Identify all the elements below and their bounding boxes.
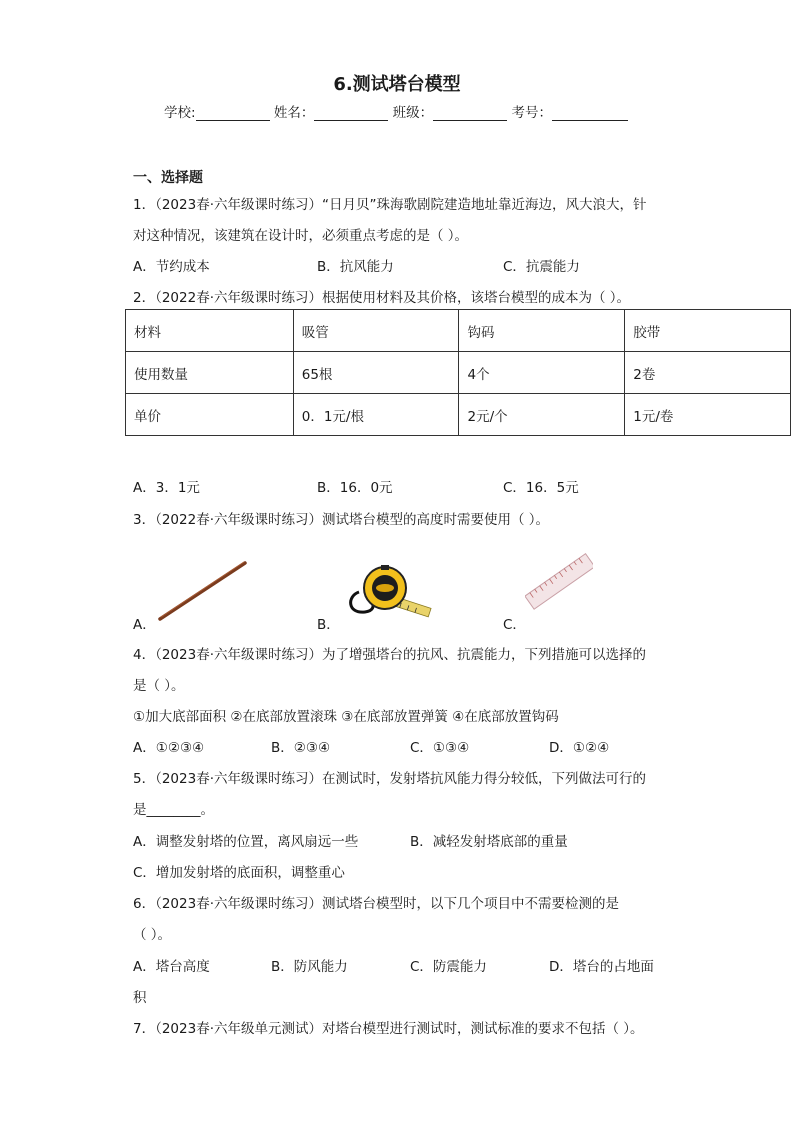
q5-option-b[interactable]: B．减轻发射塔底部的重量 xyxy=(410,834,568,850)
table-cell: 2卷 xyxy=(625,352,791,394)
cost-table xyxy=(125,309,791,436)
q6-stem-line1: 6．（2023春·六年级课时练习）测试塔台模型时，以下几个项目中不需要检测的是 xyxy=(133,896,619,912)
q4-measures: ①加大底部面积 ②在底部放置滚珠 ③在底部放置弹簧 ④在底部放置钩码 xyxy=(133,709,559,725)
school-blank[interactable] xyxy=(196,106,270,121)
table-cell: 胶带 xyxy=(625,310,791,352)
q6-option-d-wrap: 积 xyxy=(133,990,147,1006)
table-cell: 吸管 xyxy=(293,310,459,352)
table-cell: 材料 xyxy=(126,310,294,352)
q6-option-a[interactable]: A．塔台高度 xyxy=(133,959,210,975)
table-cell: 1元/卷 xyxy=(625,394,791,436)
q3-option-c[interactable]: C． xyxy=(503,617,526,633)
table-cell: 0．1元/根 xyxy=(293,394,459,436)
q3-option-b[interactable]: B． xyxy=(317,617,340,633)
table-cell: 4个 xyxy=(459,352,625,394)
q4-option-c[interactable]: C．①③④ xyxy=(410,740,470,756)
table-row xyxy=(126,394,791,436)
q6-option-d[interactable]: D．塔台的占地面 xyxy=(549,959,654,975)
q6-option-b[interactable]: B．防风能力 xyxy=(271,959,348,975)
q5-option-a[interactable]: A．调整发射塔的位置，离风扇远一些 xyxy=(133,834,359,850)
table-row xyxy=(126,352,791,394)
class-label: 班级： xyxy=(392,105,434,121)
q4-stem-line2: 是（ ）。 xyxy=(133,678,185,694)
q4-option-d[interactable]: D．①②④ xyxy=(549,740,610,756)
q1-option-b[interactable]: B．抗风能力 xyxy=(317,259,394,275)
name-blank[interactable] xyxy=(314,106,388,121)
number-blank[interactable] xyxy=(552,106,628,121)
class-blank[interactable] xyxy=(433,106,507,121)
q2-option-a[interactable]: A．3．1元 xyxy=(133,480,200,496)
section-heading: 一、选择题 xyxy=(133,170,203,186)
ruler-icon xyxy=(525,550,593,614)
q4-option-a[interactable]: A．①②③④ xyxy=(133,740,205,756)
name-label: 姓名： xyxy=(273,105,315,121)
q4-option-b[interactable]: B．②③④ xyxy=(271,740,331,756)
table-cell: 2元/个 xyxy=(459,394,625,436)
table-row xyxy=(126,310,791,352)
page-title: 6.测试塔台模型 xyxy=(333,74,461,95)
wooden-stick-icon xyxy=(155,558,251,624)
q1-stem-line1: 1．（2023春·六年级课时练习）“日月贝”珠海歌剧院建造地址靠近海边，风大浪大，针 xyxy=(133,197,647,213)
school-label: 学校: xyxy=(164,105,196,121)
q1-stem-line2: 对这种情况，该建筑在设计时，必须重点考虑的是（ ）。 xyxy=(133,228,469,244)
q6-option-c[interactable]: C．防震能力 xyxy=(410,959,487,975)
q5-option-c[interactable]: C．增加发射塔的底面积，调整重心 xyxy=(133,865,345,881)
q5-stem-line2: 是________。 xyxy=(133,802,214,818)
q6-stem-line2: （ ）。 xyxy=(133,927,172,943)
q1-option-a[interactable]: A．节约成本 xyxy=(133,259,210,275)
table-cell: 单价 xyxy=(126,394,294,436)
table-cell: 钩码 xyxy=(459,310,625,352)
table-cell: 65根 xyxy=(293,352,459,394)
q2-option-c[interactable]: C．16．5元 xyxy=(503,480,579,496)
q2-stem: 2．（2022春·六年级课时练习）根据使用材料及其价格，该塔台模型的成本为（ ）。 xyxy=(133,290,631,306)
q2-option-b[interactable]: B．16．0元 xyxy=(317,480,393,496)
number-label: 考号： xyxy=(511,105,552,121)
q1-option-c[interactable]: C．抗震能力 xyxy=(503,259,580,275)
q5-stem-line1: 5．（2023春·六年级课时练习）在测试时，发射塔抗风能力得分较低，下列做法可行的 xyxy=(133,771,646,787)
q7-stem: 7．（2023春·六年级单元测试）对塔台模型进行测试时，测试标准的要求不包括（ ）。 xyxy=(133,1021,644,1037)
q4-stem-line1: 4．（2023春·六年级课时练习）为了增强塔台的抗风、抗震能力，下列措施可以选择的 xyxy=(133,647,646,663)
q3-stem: 3．（2022春·六年级课时练习）测试塔台模型的高度时需要使用（ ）。 xyxy=(133,512,550,528)
student-info-row xyxy=(164,101,628,121)
q3-option-a[interactable]: A． xyxy=(133,617,156,633)
table-cell: 使用数量 xyxy=(126,352,294,394)
tape-measure-icon xyxy=(345,562,440,622)
